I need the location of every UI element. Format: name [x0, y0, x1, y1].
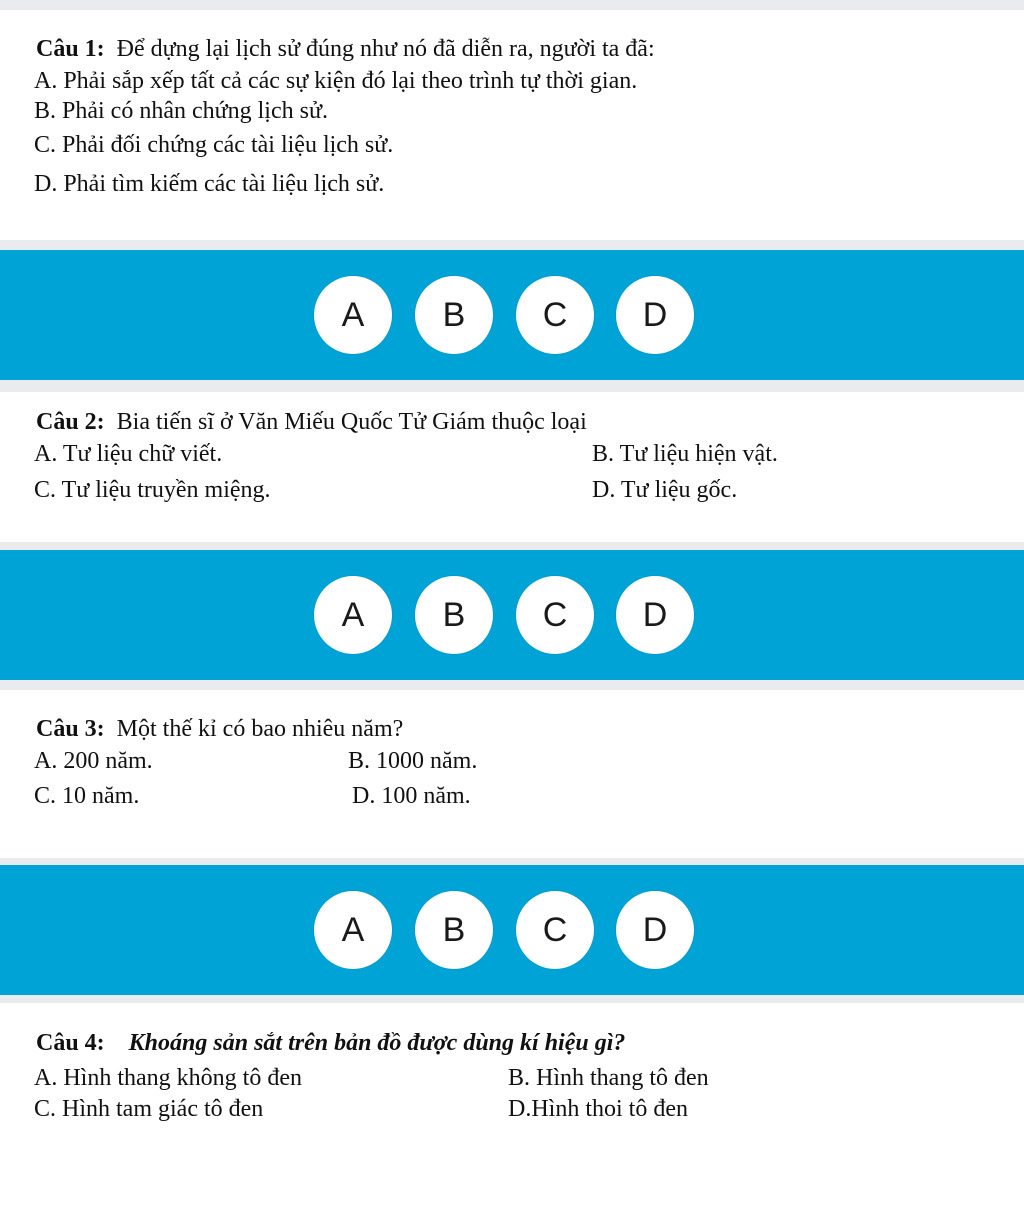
question-1-text: Để dựng lại lịch sử đúng như nó đã diễn ra, người ta đã:: [116, 36, 655, 62]
answer-bar-2: [0, 550, 1024, 680]
answer-button-d[interactable]: D: [616, 576, 694, 654]
question-4-option-b: B. Hình thang tô đen: [508, 1065, 709, 1091]
question-2-card: [0, 392, 1024, 542]
answer-bar-3: [0, 865, 1024, 995]
question-1-card: [0, 10, 1024, 240]
question-1-label: Câu 1:: [36, 36, 105, 62]
answer-button-a[interactable]: A: [314, 891, 392, 969]
question-3-card: [0, 690, 1024, 858]
question-3-option-d: D. 100 năm.: [352, 783, 471, 809]
answer-button-a[interactable]: A: [314, 276, 392, 354]
question-4-option-d: D.Hình thoi tô đen: [508, 1096, 688, 1122]
question-2-option-c: C. Tư liệu truyền miệng.: [34, 477, 271, 503]
question-1-title: [36, 35, 655, 63]
question-4-title: [36, 1029, 625, 1057]
question-4-option-a: A. Hình thang không tô đen: [34, 1065, 302, 1091]
question-4-option-c: C. Hình tam giác tô đen: [34, 1096, 264, 1122]
question-1-option-b: B. Phải có nhân chứng lịch sử.: [34, 98, 328, 124]
question-2-option-d: D. Tư liệu gốc.: [592, 477, 738, 503]
top-separator: [0, 0, 1024, 10]
answer-button-c[interactable]: C: [516, 576, 594, 654]
question-1-option-a: A. Phải sắp xếp tất cả các sự kiện đó lại theo trình tự thời gian.: [34, 68, 638, 94]
question-3-option-c: C. 10 năm.: [34, 783, 140, 809]
answer-button-c[interactable]: C: [516, 276, 594, 354]
question-4-card: [0, 1003, 1024, 1218]
answer-button-c[interactable]: C: [516, 891, 594, 969]
question-3-option-b: B. 1000 năm.: [348, 748, 478, 774]
question-1-option-c: C. Phải đối chứng các tài liệu lịch sử.: [34, 132, 394, 158]
question-2-option-a: A. Tư liệu chữ viết.: [34, 441, 223, 467]
question-3-text: Một thế kỉ có bao nhiêu năm?: [116, 716, 404, 742]
answer-button-b[interactable]: B: [415, 276, 493, 354]
question-2-text: Bia tiến sĩ ở Văn Miếu Quốc Tử Giám thuộc loại: [116, 409, 587, 435]
answer-button-b[interactable]: B: [415, 576, 493, 654]
question-4-text: Khoáng sản sắt trên bản đồ được dùng kí hiệu gì?: [128, 1030, 626, 1056]
answer-bar-1: [0, 250, 1024, 380]
answer-button-a[interactable]: A: [314, 576, 392, 654]
question-1-option-d: D. Phải tìm kiếm các tài liệu lịch sử.: [34, 171, 385, 197]
question-3-title: [36, 715, 403, 743]
question-4-label: Câu 4:: [36, 1030, 105, 1056]
question-3-label: Câu 3:: [36, 716, 105, 742]
answer-button-d[interactable]: D: [616, 276, 694, 354]
answer-button-b[interactable]: B: [415, 891, 493, 969]
question-2-option-b: B. Tư liệu hiện vật.: [592, 441, 778, 467]
answer-button-d[interactable]: D: [616, 891, 694, 969]
question-2-label: Câu 2:: [36, 409, 105, 435]
question-2-title: [36, 408, 587, 436]
question-3-option-a: A. 200 năm.: [34, 748, 153, 774]
